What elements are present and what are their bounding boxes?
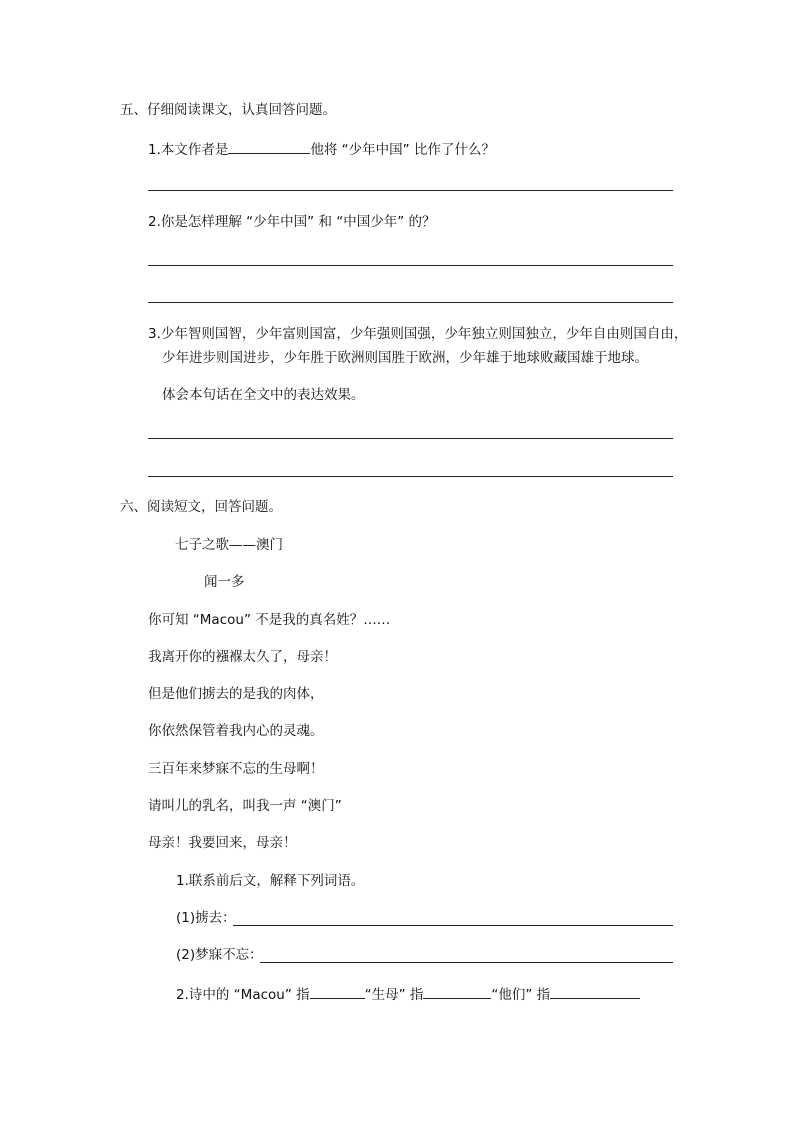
question-6-2-part2: “生母” 指 [364, 987, 424, 1003]
answer-line[interactable] [148, 476, 673, 477]
question-6-1-item2-label: (2)梦寐不忘： [176, 947, 263, 963]
question-6-1-item1-label: (1)掳去： [176, 910, 236, 926]
question-5-1 [148, 139, 495, 159]
poem-line: 我离开你的襁褓太久了，母亲！ [148, 649, 337, 665]
question-5-2: 2.你是怎样理解 “少年中国” 和 “中国少年” 的？ [148, 214, 436, 230]
question-5-1-suffix: 他将 “少年中国” 比作了什么？ [310, 142, 495, 158]
author-blank[interactable] [228, 139, 310, 154]
poem-author: 闻一多 [204, 574, 245, 590]
answer-line[interactable] [260, 962, 673, 963]
answer-line[interactable] [148, 265, 673, 266]
question-6-2 [176, 984, 640, 1004]
question-6-1: 1.联系前后文，解释下列词语。 [176, 873, 365, 889]
answer-line[interactable] [148, 190, 673, 191]
poem-line: 三百年来梦寐不忘的生母啊！ [148, 761, 324, 777]
they-blank[interactable] [550, 984, 640, 999]
birth-mother-blank[interactable] [423, 984, 491, 999]
section-five-heading: 五、仔细阅读课文，认真回答问题。 [120, 102, 336, 118]
question-5-3-prompt: 体会本句话在全文中的表达效果。 [162, 387, 365, 403]
question-5-1-prefix: 1.本文作者是 [148, 142, 229, 158]
poem-line: 但是他们掳去的是我的肉体， [148, 686, 324, 702]
question-5-3-line2: 少年进步则国进步，少年胜于欧洲则国胜于欧洲，少年雄于地球败藏国雄于地球。 [162, 350, 648, 366]
answer-line[interactable] [148, 302, 673, 303]
answer-line[interactable] [233, 925, 673, 926]
poem-line: 请叫儿的乳名，叫我一声 “澳门” [148, 798, 342, 814]
answer-line[interactable] [148, 438, 673, 439]
poem-line: 你依然保管着我内心的灵魂。 [148, 723, 324, 739]
macou-blank[interactable] [310, 984, 365, 999]
poem-line: 母亲！我要回来，母亲！ [148, 835, 297, 851]
poem-line: 你可知 “Macou” 不是我的真名姓？…… [148, 612, 391, 628]
poem-title: 七子之歌——澳门 [175, 537, 283, 553]
question-6-2-part3: “他们” 指 [491, 987, 551, 1003]
question-6-2-part1: 2.诗中的 “Macou” 指 [176, 987, 310, 1003]
question-5-3-line1: 3.少年智则国智，少年富则国富，少年强则国强，少年独立则国独立，少年自由则国自由， [148, 326, 688, 342]
section-six-heading: 六、阅读短文，回答问题。 [120, 499, 282, 515]
